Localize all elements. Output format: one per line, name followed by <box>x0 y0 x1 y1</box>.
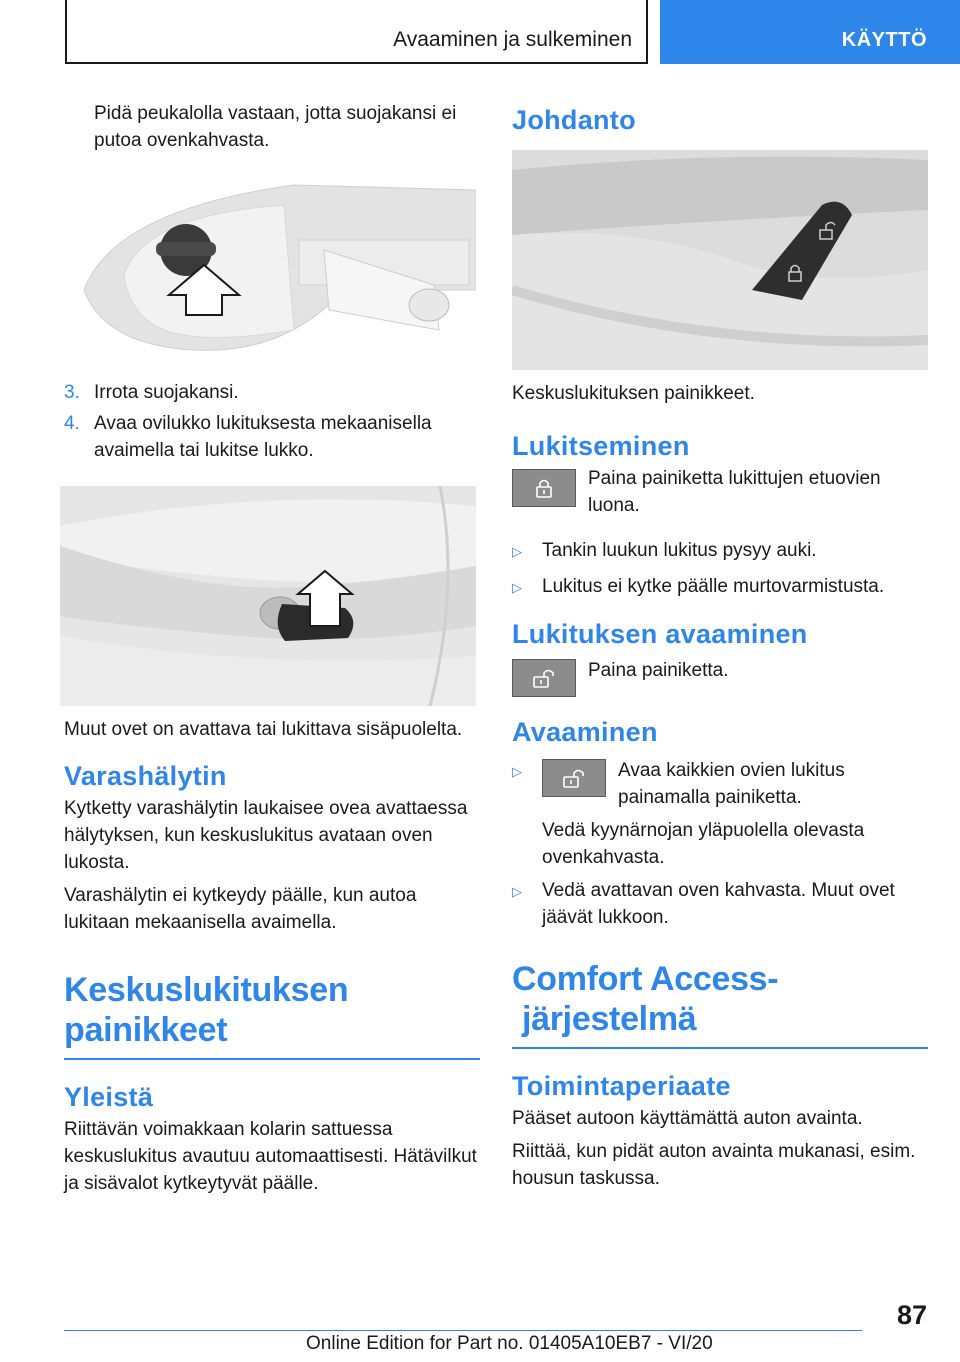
principle-paragraph-2: Riittää, kun pidät auton avainta mukanasi, esim. housun taskussa. <box>512 1141 916 1189</box>
intro-heading: Johdanto <box>512 105 636 135</box>
after-image-paragraph: Muut ovet on avattava tai lukittava sisäpuolelta. <box>64 719 463 740</box>
comfort-access-heading-line2: järjestelmä <box>522 1000 697 1038</box>
left-column <box>64 100 480 1203</box>
page-number: 87 <box>896 1300 927 1330</box>
step-text: Avaa ovilukko lukituksesta mekaanisella avaimella tai lukitse lukko. <box>94 413 432 461</box>
intro-paragraph: Pidä peukalolla vastaan, jotta suojakansi ei putoa ovenkahvasta. <box>94 103 457 151</box>
unlock-button-icon <box>512 659 576 697</box>
bullet-text: Vedä avattavan oven kahvasta. Muut ovet jäävät lukkoon. <box>542 880 895 928</box>
header-chapter-title: KÄYTTÖ <box>841 29 927 51</box>
central-locking-buttons-heading-block <box>64 970 480 1060</box>
unlock-button-icon <box>542 759 606 797</box>
step-number: 3. <box>64 382 80 403</box>
central-locking-buttons-illustration <box>512 150 928 370</box>
locking-instruction-text: Paina painiketta lukittujen etuovien luona. <box>588 468 881 516</box>
list-item <box>64 410 480 464</box>
door-handle-cover-illustration <box>84 180 476 365</box>
central-locking-buttons-heading-line2: painikkeet <box>64 1011 228 1049</box>
general-heading: Yleistä <box>64 1082 154 1112</box>
triangle-right-icon: ▷ <box>512 544 522 559</box>
list-item <box>512 573 928 601</box>
unlocking-heading: Lukituksen avaaminen <box>512 619 808 649</box>
padlock-closed-icon <box>533 477 555 499</box>
lock-button-icon <box>512 469 576 507</box>
padlock-open-icon <box>531 667 557 689</box>
list-item <box>64 379 480 406</box>
opening-bullet-list <box>512 757 928 931</box>
alarm-heading: Varashälytin <box>64 761 227 791</box>
door-lock-key-figure <box>60 486 476 706</box>
bullet-text: Tankin luukun lukitus pysyy auki. <box>542 540 817 561</box>
comfort-access-heading-line1: Comfort Access- <box>512 960 779 998</box>
bullet-text: Lukitus ei kytke päälle murtovarmistusta. <box>542 576 885 597</box>
locking-instruction <box>512 465 928 525</box>
triangle-right-icon: ▷ <box>512 764 522 779</box>
triangle-right-icon: ▷ <box>512 580 522 595</box>
comfort-access-heading-block <box>512 959 928 1049</box>
header-section-title: Avaaminen ja sulkeminen <box>393 28 632 51</box>
list-item <box>512 877 928 931</box>
unlocking-instruction-text: Paina painiketta. <box>588 660 729 681</box>
alarm-paragraph-1: Kytketty varashälytin laukaisee ovea avattaessa hälytyksen, kun keskuslukitus avataan oven lukosta. <box>64 798 468 873</box>
footer-rule <box>64 1330 862 1331</box>
header-section-box <box>65 0 648 64</box>
header-chapter-box <box>660 0 960 64</box>
door-handle-cover-figure <box>84 180 476 365</box>
opening-instruction <box>542 757 928 811</box>
footer-edition: Online Edition for Part no. 01405A10EB7 - VI/20 <box>306 1333 713 1354</box>
opening-heading: Avaaminen <box>512 717 658 747</box>
central-locking-buttons-heading-line1: Keskuslukituksen <box>64 971 349 1009</box>
principle-paragraph-1: Pääset autoon käyttämättä auton avainta. <box>512 1108 863 1129</box>
triangle-right-icon: ▷ <box>512 884 522 899</box>
principle-heading: Toimintaperiaate <box>512 1071 731 1101</box>
locking-heading: Lukitseminen <box>512 431 690 461</box>
opening-continuation: Vedä kyynärnojan yläpuolella olevasta ovenkahvasta. <box>542 820 865 868</box>
steps-list <box>64 379 480 464</box>
locking-bullet-list <box>512 537 928 601</box>
step-text: Irrota suojakansi. <box>94 382 239 403</box>
list-item <box>512 757 928 811</box>
figure-caption: Keskuslukituksen painikkeet. <box>512 383 755 404</box>
alarm-paragraph-2: Varashälytin ei kytkeydy päälle, kun autoa lukitaan mekaanisella avaimella. <box>64 885 417 933</box>
step-number: 4. <box>64 413 80 434</box>
padlock-open-icon <box>561 767 587 789</box>
general-paragraph: Riittävän voimakkaan kolarin sattuessa keskuslukitus avautuu automaattisesti. Hätävilkut ja sisävalot kytkeytyvät päälle. <box>64 1119 477 1194</box>
unlocking-instruction <box>512 657 928 697</box>
opening-instruction-text: Avaa kaikkien ovien lukitus painamalla painiketta. <box>618 760 845 808</box>
door-lock-key-illustration <box>60 486 476 706</box>
right-column <box>512 100 928 1198</box>
central-locking-buttons-figure <box>512 150 928 370</box>
list-item <box>512 537 928 565</box>
